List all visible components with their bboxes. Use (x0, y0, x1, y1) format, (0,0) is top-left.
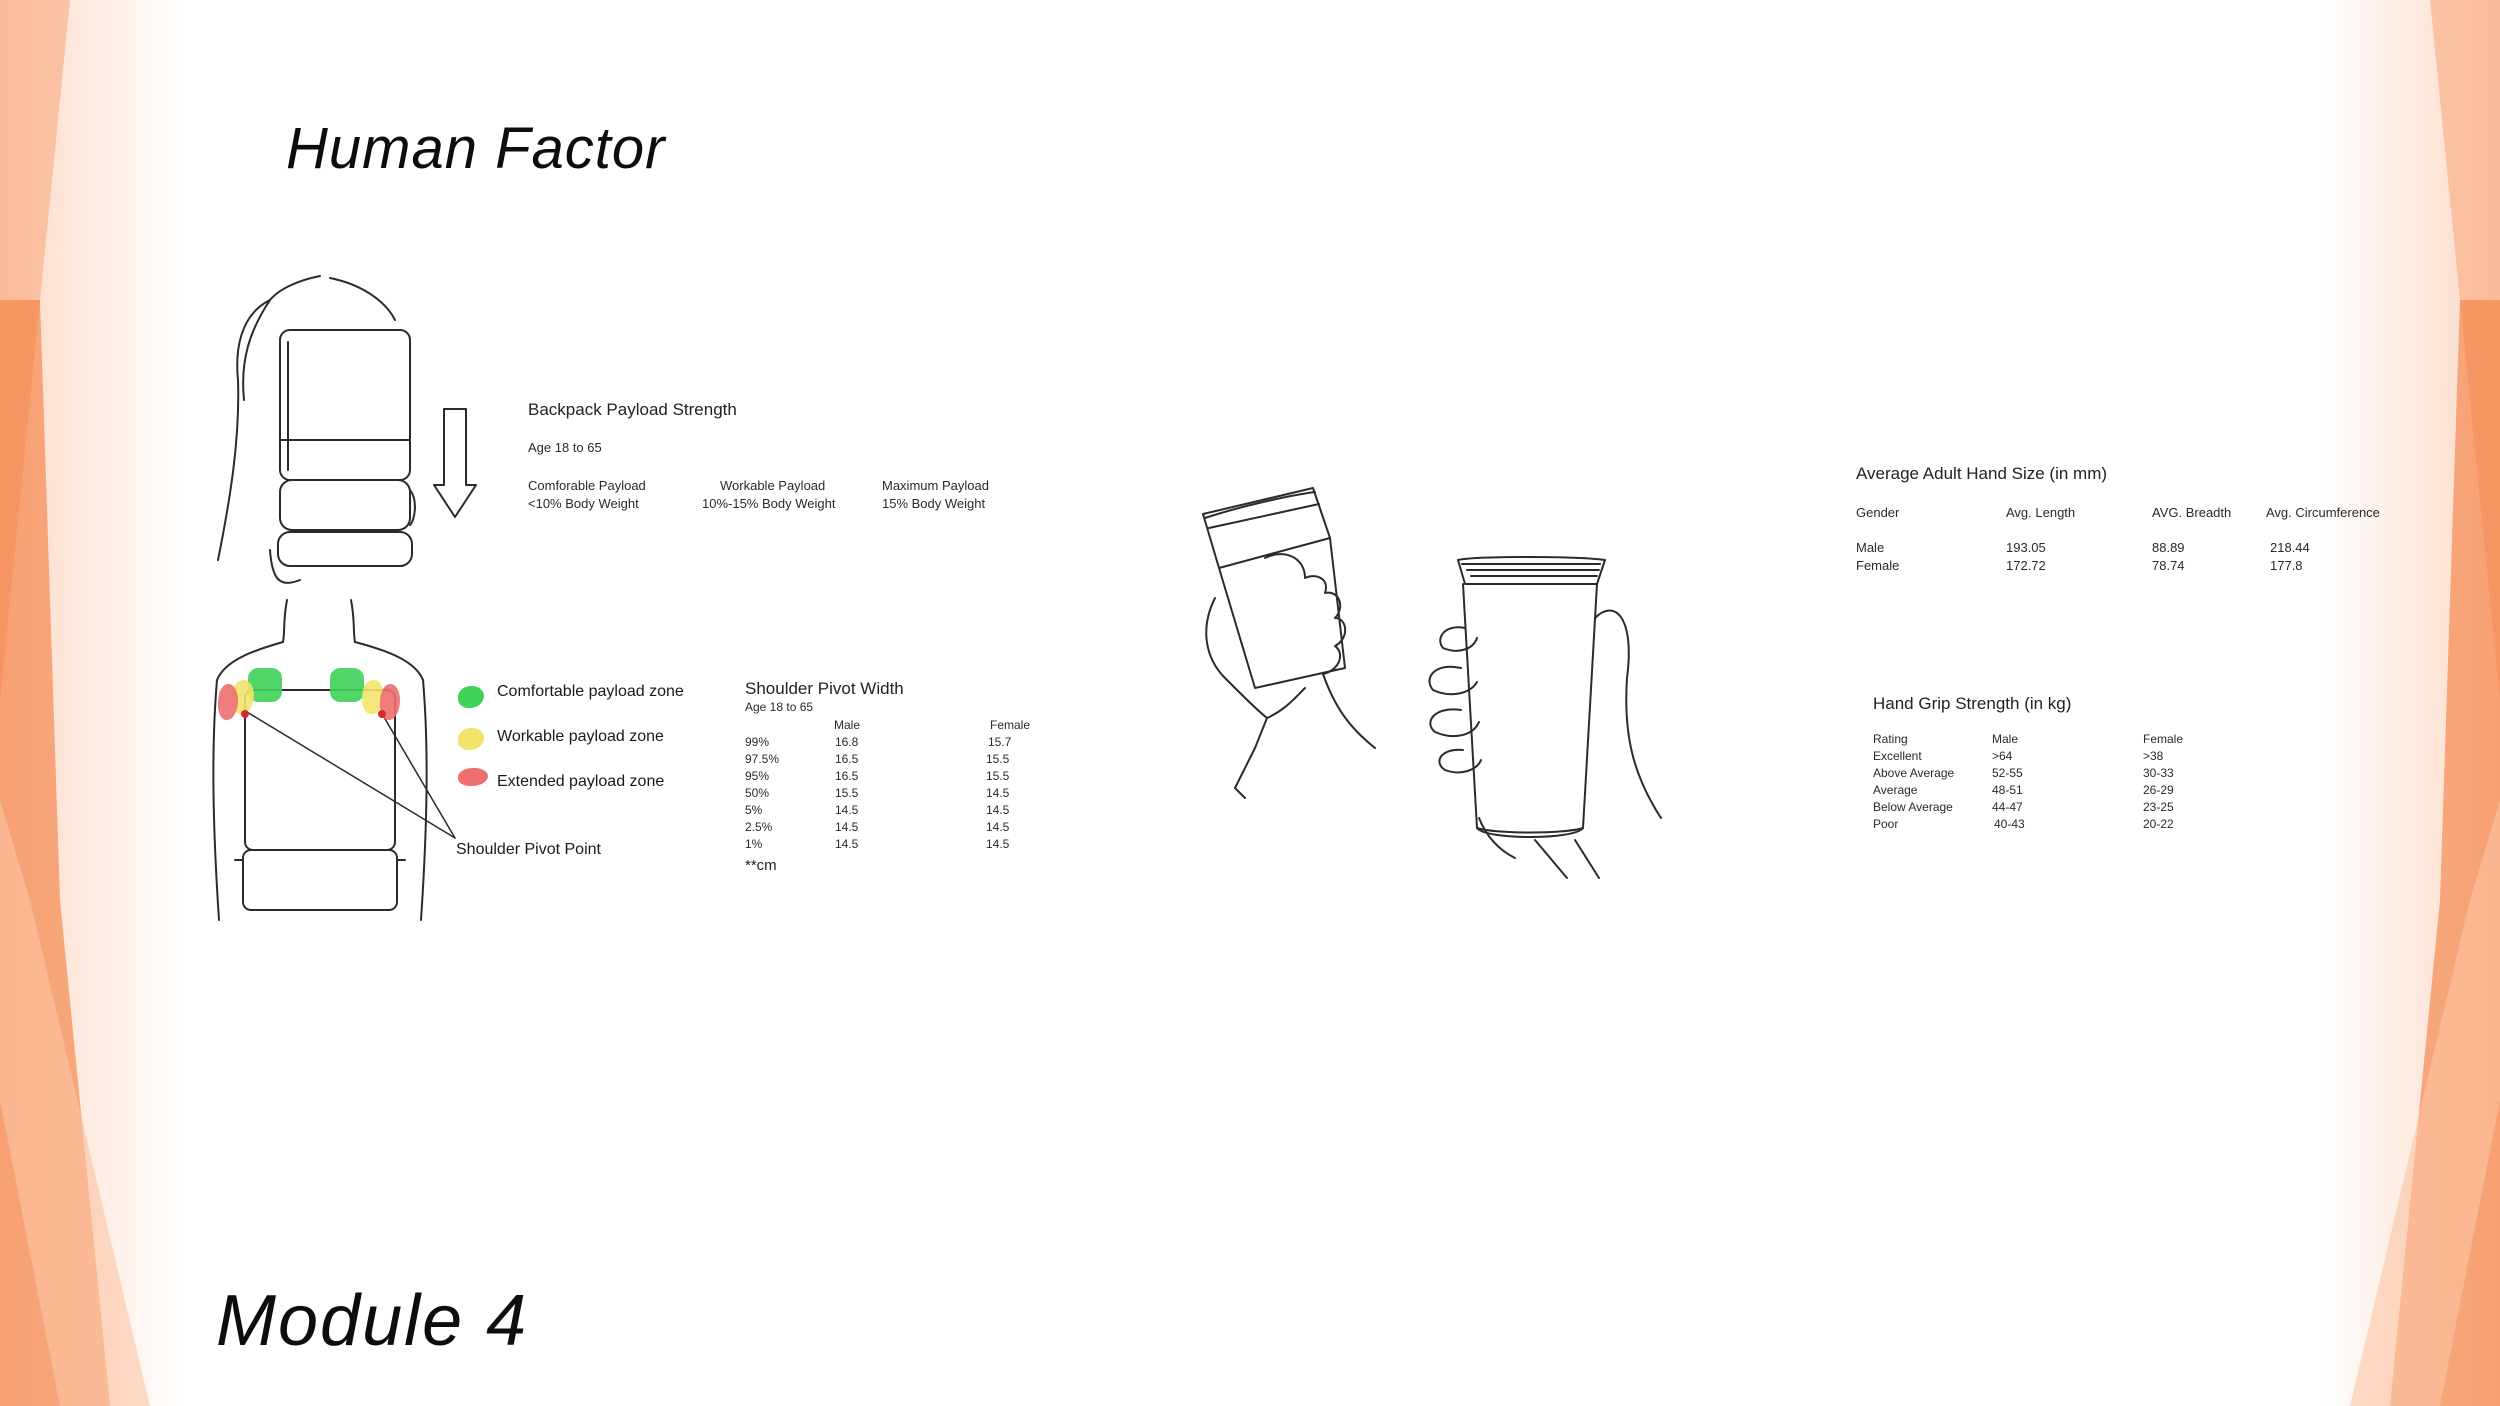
table-cell: 16.8 (835, 735, 859, 749)
table-cell: Excellent (1873, 749, 1922, 763)
table-cell: 52-55 (1992, 766, 2023, 780)
legend-swatch-extended (458, 768, 488, 786)
table-cell: 16.5 (835, 769, 859, 783)
table-cell: 1% (745, 837, 763, 851)
table-cell: 15.7 (988, 735, 1012, 749)
hand-size-header: AVG. Breadth (2152, 505, 2232, 520)
table-cell: 14.5 (986, 820, 1010, 834)
page-title: Human Factor (286, 116, 666, 181)
payload-col-value: <10% Body Weight (528, 496, 639, 511)
table-cell: 99% (745, 735, 770, 749)
table-cell: 15.5 (986, 769, 1010, 783)
hand-size-header: Avg. Circumference (2266, 505, 2380, 520)
table-cell: 44-47 (1992, 800, 2023, 814)
table-cell: 30-33 (2143, 766, 2174, 780)
payload-col-label: Workable Payload (720, 478, 826, 493)
backpack-back-illustration (205, 600, 435, 930)
table-cell: 95% (745, 769, 770, 783)
grip-header: Female (2143, 732, 2184, 746)
table-cell: >38 (2143, 749, 2164, 763)
table-cell: 2.5% (745, 820, 773, 834)
payload-col-label: Maximum Payload (882, 478, 989, 493)
right-edge-decoration (2320, 0, 2500, 1406)
shoulder-pivot-age: Age 18 to 65 (745, 700, 814, 714)
table-cell: 177.8 (2270, 558, 2303, 573)
module-label: Module 4 (216, 1281, 529, 1361)
backpack-side-illustration (210, 270, 430, 590)
table-cell: 14.5 (986, 803, 1010, 817)
hands-holding-cup-illustration (1195, 478, 1665, 888)
payload-col-value: 10%-15% Body Weight (702, 496, 836, 511)
table-cell: >64 (1992, 749, 2013, 763)
shoulder-pivot-header-male: Male (834, 718, 861, 732)
table-cell: Above Average (1873, 766, 1955, 780)
table-cell: 26-29 (2143, 783, 2174, 797)
down-arrow-icon (430, 405, 480, 520)
backpack-payload-age: Age 18 to 65 (528, 440, 602, 455)
pivot-dot-right (378, 710, 386, 718)
table-cell: 172.72 (2006, 558, 2046, 573)
table-cell: Average (1873, 783, 1918, 797)
table-cell: 20-22 (2143, 817, 2174, 831)
shoulder-pivot-unit: **cm (745, 857, 777, 874)
shoulder-pivot-heading: Shoulder Pivot Width (745, 679, 904, 698)
hand-size-header: Avg. Length (2006, 505, 2076, 520)
table-cell: 15.5 (835, 786, 859, 800)
table-cell: 14.5 (986, 786, 1010, 800)
comfortable-zone-patch-right (330, 668, 364, 702)
shoulder-pivot-header-female: Female (990, 718, 1031, 732)
table-cell: 16.5 (835, 752, 859, 766)
legend-label-comfortable: Comfortable payload zone (497, 683, 684, 700)
table-cell: 14.5 (835, 820, 859, 834)
legend-label-workable: Workable payload zone (497, 728, 664, 745)
legend-label-extended: Extended payload zone (497, 773, 665, 790)
table-cell: 14.5 (835, 803, 859, 817)
table-cell: Poor (1873, 817, 1899, 831)
table-cell: 15.5 (986, 752, 1010, 766)
backpack-payload-heading: Backpack Payload Strength (528, 400, 737, 419)
table-cell: 97.5% (745, 752, 780, 766)
table-cell: 50% (745, 786, 770, 800)
table-cell: 88.89 (2152, 540, 2185, 555)
left-edge-decoration (0, 0, 180, 1406)
table-cell: Male (1856, 540, 1885, 555)
legend-swatch-comfortable (458, 686, 484, 708)
payload-col-label: Comforable Payload (528, 478, 646, 493)
hand-size-heading: Average Adult Hand Size (in mm) (1856, 464, 2108, 483)
table-cell: 5% (745, 803, 763, 817)
table-cell: Female (1856, 558, 1900, 573)
payload-col-value: 15% Body Weight (882, 496, 986, 511)
pivot-point-label: Shoulder Pivot Point (456, 841, 601, 858)
table-cell: 23-25 (2143, 800, 2174, 814)
table-cell: 14.5 (835, 837, 859, 851)
table-cell: 48-51 (1992, 783, 2023, 797)
hand-size-header: Gender (1856, 505, 1900, 520)
table-cell: Below Average (1873, 800, 1953, 814)
table-cell: 193.05 (2006, 540, 2046, 555)
table-cell: 78.74 (2152, 558, 2185, 573)
pivot-dot-left (241, 710, 249, 718)
grip-header: Male (1992, 732, 2019, 746)
grip-strength-heading: Hand Grip Strength (in kg) (1873, 694, 2072, 713)
grip-header: Rating (1873, 732, 1908, 746)
table-cell: 218.44 (2270, 540, 2310, 555)
table-cell: 14.5 (986, 837, 1010, 851)
legend-swatch-workable (458, 728, 484, 750)
table-cell: 40-43 (1994, 817, 2025, 831)
